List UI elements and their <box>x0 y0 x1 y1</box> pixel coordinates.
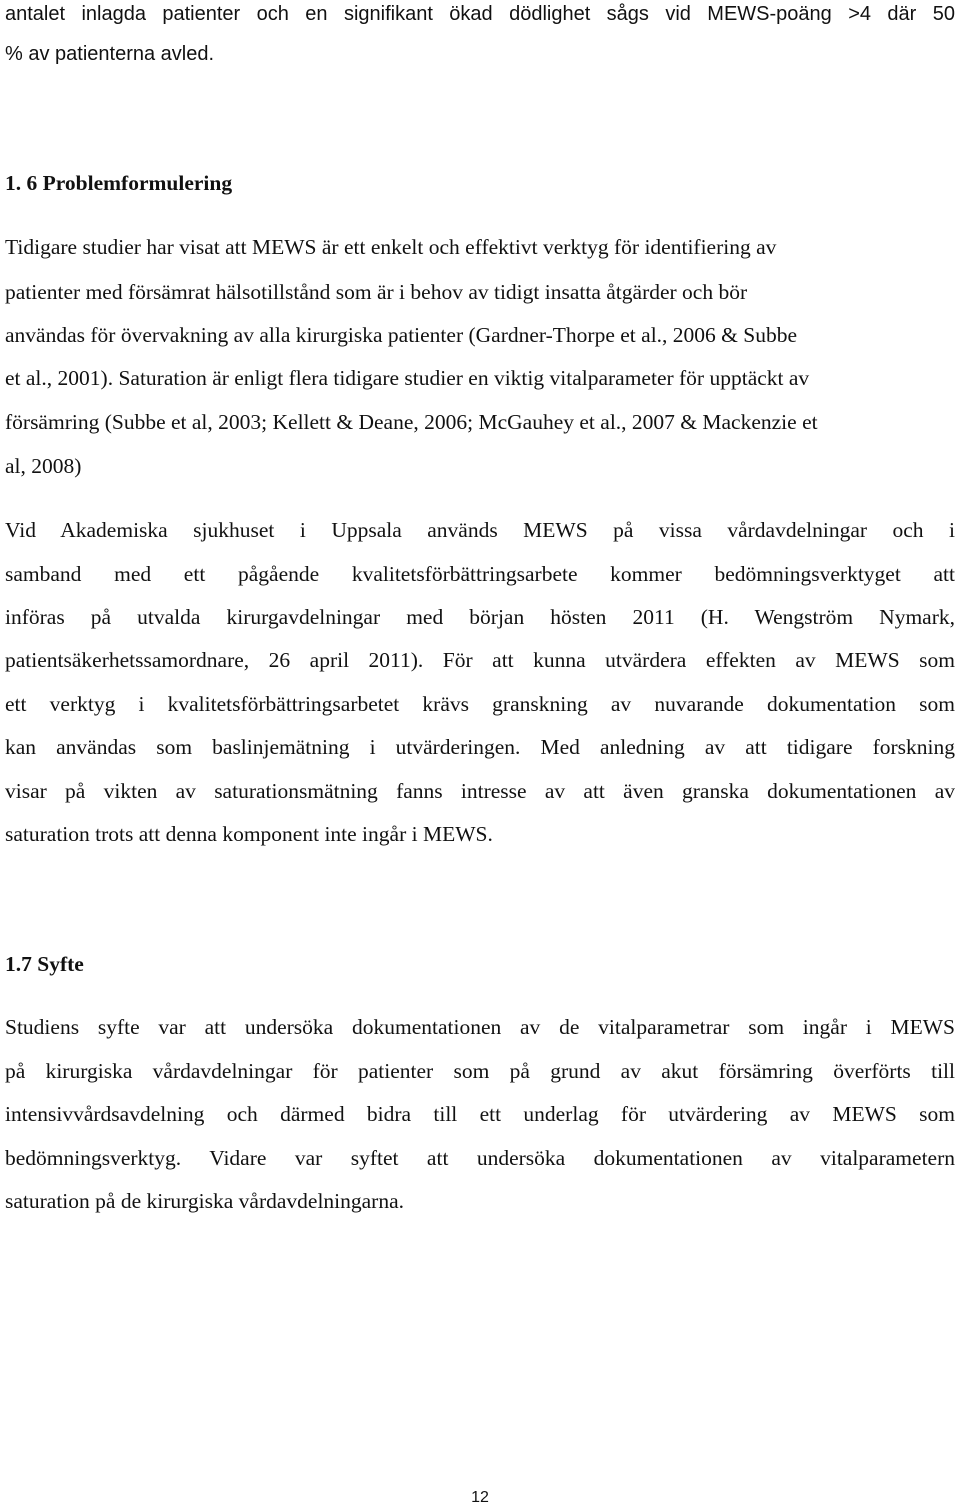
text-line: et al., 2001). Saturation är enligt flera tidigare studier en viktig vitalparameter för upptäckt av <box>5 366 810 390</box>
section-heading: 1. 6 Problemformulering <box>5 171 233 195</box>
text-line: bedömningsverktyg. Vidare var syftet att undersöka dokumentationen av vitalparametern <box>5 1146 955 1170</box>
text-line: på kirurgiska vårdavdelningar för patienter som på grund av akut försämring överförts till <box>5 1059 955 1083</box>
text-line: patienter med försämrat hälsotillstånd som är i behov av tidigt insatta åtgärder och bör <box>5 280 748 304</box>
text-line: al, 2008) <box>5 454 82 478</box>
text-line: antalet inlagda patienter och en signifikant ökad dödlighet sågs vid MEWS-poäng >4 där 50 <box>5 3 955 25</box>
text-line: införas på utvalda kirurgavdelningar med början hösten 2011 (H. Wengström Nymark, <box>5 605 955 629</box>
text-line: kan användas som baslinjemätning i utvärderingen. Med anledning av att tidigare forskning <box>5 735 955 759</box>
text-line: patientsäkerhetssamordnare, 26 april 2011). För att kunna utvärdera effekten av MEWS som <box>5 648 955 672</box>
text-line: saturation på de kirurgiska vårdavdelningarna. <box>5 1189 405 1213</box>
text-line: saturation trots att denna komponent inte ingår i MEWS. <box>5 822 493 846</box>
text-line: ett verktyg i kvalitetsförbättringsarbetet krävs granskning av nuvarande dokumentation som <box>5 692 955 716</box>
text-line: användas för övervakning av alla kirurgiska patienter (Gardner-Thorpe et al., 2006 & Subbe <box>5 323 798 347</box>
text-line: visar på vikten av saturationsmätning fanns intresse av att även granska dokumentationen av <box>5 779 955 803</box>
text-line: Tidigare studier har visat att MEWS är ett enkelt och effektivt verktyg för identifiering av <box>5 235 777 259</box>
text-line: samband med ett pågående kvalitetsförbättringsarbete kommer bedömningsverktyget att <box>5 562 955 586</box>
text-line: Studiens syfte var att undersöka dokumentationen av de vitalparametrar som ingår i MEWS <box>5 1015 955 1039</box>
text-line: Vid Akademiska sjukhuset i Uppsala används MEWS på vissa vårdavdelningar och i <box>5 518 955 542</box>
text-line: intensivvårdsavdelning och därmed bidra till ett underlag för utvärdering av MEWS som <box>5 1102 955 1126</box>
text-line: försämring (Subbe et al, 2003; Kellett & Deane, 2006; McGauhey et al., 2007 & Mackenzie et <box>5 410 818 434</box>
page-number: 12 <box>471 1489 489 1506</box>
text-line: % av patienterna avled. <box>5 43 215 65</box>
section-heading: 1.7 Syfte <box>5 952 84 976</box>
